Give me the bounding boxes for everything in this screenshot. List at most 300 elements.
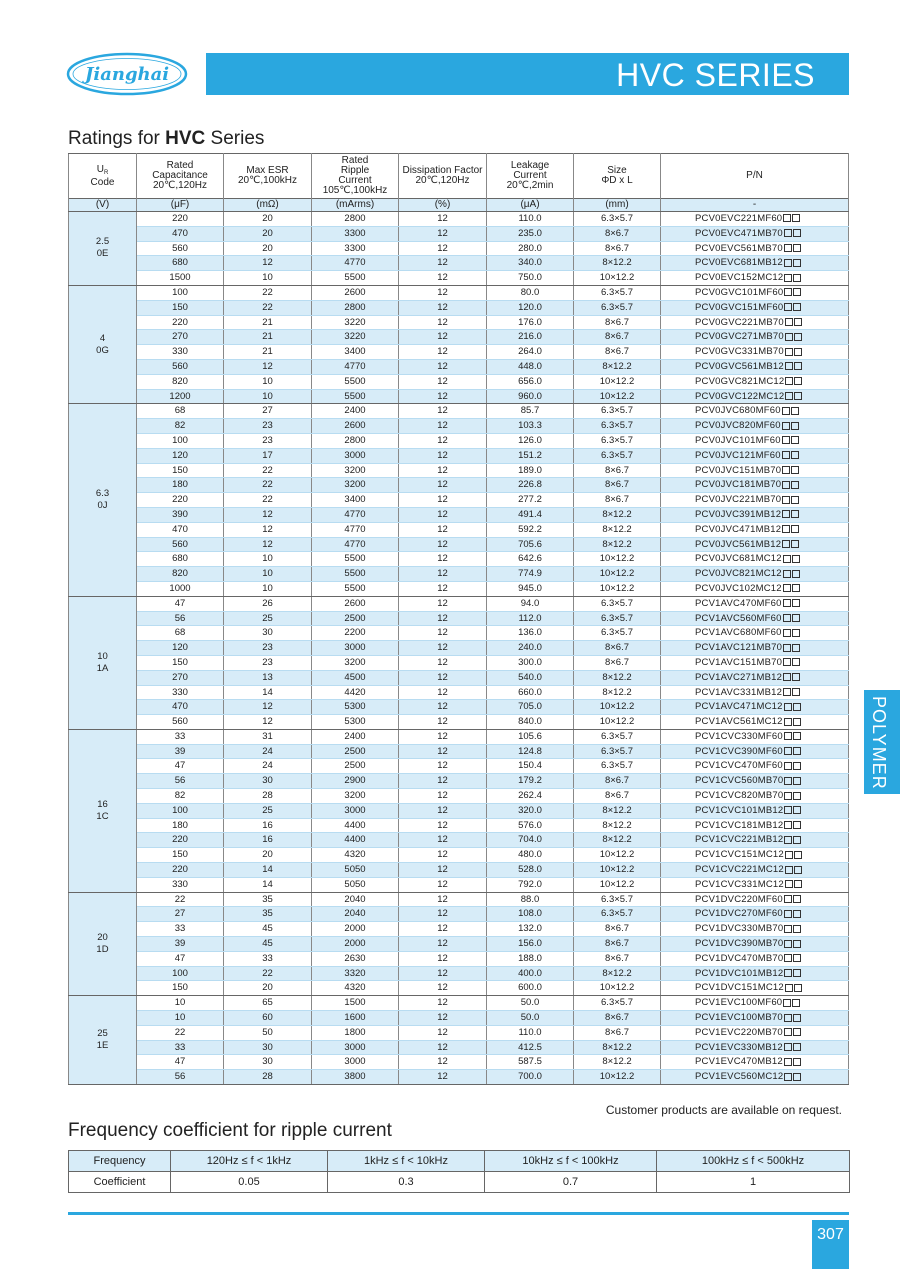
frequency-title: Frequency coefficient for ripple current [68,1120,392,1141]
capacitance-value: 33 [174,730,186,742]
part-number-value: PCV1CVC330MF60 [695,730,783,742]
ripple-current-cell [312,330,399,345]
esr-value: 22 [262,464,273,476]
part-number-value: PCV1DVC330MB70 [695,923,784,935]
capacitance-cell [137,729,224,744]
part-number-cell [661,300,849,315]
esr-value: 12 [262,716,273,728]
ripple-current-value: 3200 [344,790,366,802]
esr-value: 20 [262,213,273,224]
size-cell [574,1040,661,1055]
size-value: 6.3×5.7 [601,745,633,757]
leakage-current-cell [487,848,574,863]
leakage-current-cell [487,981,574,996]
part-number-value: PCV1DVC470MB70 [695,952,784,964]
leakage-current-cell [487,226,574,241]
capacitance-value: 560 [172,538,188,550]
capacitance-cell [137,226,224,241]
placeholder-box-icon [784,229,792,237]
capacitance-value: 150 [172,982,188,994]
ripple-current-cell [312,300,399,315]
voltage-code-cell [69,212,137,286]
size-cell [574,345,661,360]
esr-cell [224,463,312,478]
size-cell [574,448,661,463]
table-row [69,315,849,330]
size-cell [574,922,661,937]
dissipation-factor-value: 12 [437,523,448,535]
placeholder-box-icon [794,866,802,874]
size-value: 8×6.7 [604,227,630,239]
leakage-current-value: 656.0 [518,375,542,387]
part-number-value: PCV0GVC331MB70 [695,346,784,358]
dissipation-factor-cell [399,507,487,522]
part-number-cell [661,552,849,567]
ripple-current-value: 5500 [344,568,366,580]
esr-cell [224,685,312,700]
dissipation-factor-value: 12 [437,967,448,979]
esr-value: 22 [262,494,273,506]
dissipation-factor-value: 12 [437,790,448,802]
part-number-value: PCV0JVC221MB70 [695,494,782,506]
placeholder-box-icon [783,614,791,622]
placeholder-box-icon [783,658,791,666]
capacitance-value: 82 [174,790,186,802]
esr-value: 45 [262,938,273,950]
leakage-current-value: 179.2 [518,775,542,787]
table-row [69,892,849,907]
part-number-cell [661,996,849,1011]
placeholder-box-icon [793,259,801,267]
esr-value: 65 [262,997,273,1009]
dissipation-factor-cell [399,567,487,582]
placeholder-box-icon [791,540,799,548]
capacitance-cell [137,463,224,478]
capacitance-cell [137,241,224,256]
placeholder-box-icon [784,821,792,829]
esr-value: 23 [262,420,273,432]
size-cell [574,981,661,996]
leakage-current-value: 235.0 [518,227,542,239]
capacitance-cell [137,907,224,922]
capacitance-value: 820 [172,568,188,580]
part-number-value: PCV1AVC271MB12 [695,671,783,683]
esr-cell [224,300,312,315]
placeholder-box-icon [785,318,793,326]
esr-cell [224,493,312,508]
part-number-cell [661,463,849,478]
leakage-current-value: 277.2 [518,494,542,506]
voltage-code-cell [69,892,137,996]
placeholder-box-icon [793,747,801,755]
ripple-current-cell [312,581,399,596]
ripple-current-cell [312,241,399,256]
leakage-current-value: 705.0 [518,701,542,713]
esr-cell [224,670,312,685]
leakage-current-value: 85.7 [520,405,540,417]
esr-cell [224,241,312,256]
ripple-current-cell [312,848,399,863]
dissipation-factor-cell [399,626,487,641]
size-cell [574,1055,661,1070]
placeholder-box-icon [791,510,799,518]
part-number-cell [661,833,849,848]
esr-value: 21 [262,316,273,328]
table-row [69,493,849,508]
table-row [69,1025,849,1040]
esr-cell [224,922,312,937]
dissipation-factor-value: 12 [437,982,448,994]
esr-value: 50 [262,1026,273,1038]
size-value: 10×12.2 [599,849,635,861]
part-number-value: PCV0EVC561MB70 [695,242,783,254]
esr-cell [224,1011,312,1026]
esr-value: 14 [262,686,273,698]
ripple-current-cell [312,256,399,271]
capacitance-cell [137,966,224,981]
esr-value: 14 [262,864,273,876]
capacitance-cell [137,877,224,892]
frequency-label: Frequency [69,1151,171,1172]
table-row [69,803,849,818]
part-number-cell [661,212,849,227]
table-row [69,596,849,611]
part-number-cell [661,907,849,922]
ripple-current-cell [312,552,399,567]
capacitance-cell [137,789,224,804]
part-number-cell [661,789,849,804]
dissipation-factor-cell [399,448,487,463]
capacitance-cell [137,981,224,996]
placeholder-box-icon [784,762,792,770]
leakage-current-value: 750.0 [518,272,542,284]
ripple-current-cell [312,626,399,641]
rated-voltage: 4 [99,332,106,344]
capacitance-cell [137,537,224,552]
part-number-cell [661,256,849,271]
placeholder-box-icon [792,644,800,652]
capacitance-value: 56 [174,612,186,624]
capacitance-cell [137,374,224,389]
size-value: 6.3×5.7 [601,597,633,609]
table-row [69,419,849,434]
esr-value: 16 [262,834,273,846]
part-number-cell [661,922,849,937]
leakage-current-cell [487,700,574,715]
esr-value: 10 [262,582,273,594]
dissipation-factor-value: 12 [437,494,448,506]
capacitance-cell [137,596,224,611]
size-value: 8×6.7 [604,346,630,358]
size-cell [574,552,661,567]
size-value: 6.3×5.7 [601,420,633,432]
placeholder-box-icon [785,851,793,859]
part-number-cell [661,330,849,345]
size-cell [574,641,661,656]
size-value: 8×6.7 [604,494,630,506]
placeholder-box-icon [783,644,791,652]
capacitance-value: 10 [174,997,186,1009]
ripple-current-value: 3220 [344,316,366,328]
esr-cell [224,1055,312,1070]
dissipation-factor-cell [399,789,487,804]
size-cell [574,581,661,596]
part-number-value: PCV0EVC152MC12 [695,272,784,284]
esr-cell [224,877,312,892]
dissipation-factor-cell [399,833,487,848]
leakage-current-value: 156.0 [518,938,542,950]
ripple-current-value: 5500 [344,272,366,284]
leakage-current-cell [487,522,574,537]
capacitance-cell [137,937,224,952]
leakage-current-value: 264.0 [518,346,542,358]
size-value: 8×6.7 [604,316,630,328]
size-value: 10×12.2 [599,553,635,565]
ratings-title: Ratings for HVC Series [68,128,265,149]
part-number-cell [661,892,849,907]
ripple-current-cell [312,863,399,878]
dissipation-factor-value: 12 [437,730,448,742]
size-value: 8×6.7 [604,952,630,964]
leakage-current-value: 576.0 [518,819,542,831]
dissipation-factor-value: 12 [437,420,448,432]
leakage-current-value: 105.6 [518,730,542,742]
esr-value: 28 [262,790,273,802]
ripple-current-value: 5300 [344,701,366,713]
ripple-current-cell [312,389,399,404]
dissipation-factor-value: 12 [437,242,448,254]
capacitance-value: 470 [172,227,188,239]
ripple-current-cell [312,641,399,656]
capacitance-cell [137,700,224,715]
dissipation-factor-value: 12 [437,360,448,372]
table-row [69,478,849,493]
dissipation-factor-cell [399,951,487,966]
placeholder-box-icon [783,214,791,222]
ripple-current-cell [312,419,399,434]
voltage-code: 0J [97,500,108,512]
placeholder-box-icon [784,1073,792,1081]
capacitance-value: 33 [174,1041,186,1053]
ripple-current-value: 4320 [344,849,366,861]
table-row [69,981,849,996]
esr-cell [224,256,312,271]
voltage-code-cell [69,285,137,403]
part-number-value: PCV1DVC101MB12 [695,967,784,979]
esr-value: 10 [262,553,273,565]
esr-value: 30 [262,1056,273,1068]
leakage-current-cell [487,892,574,907]
part-number-cell [661,863,849,878]
leakage-current-cell [487,537,574,552]
placeholder-box-icon [783,673,791,681]
esr-cell [224,818,312,833]
ripple-current-value: 5300 [344,716,366,728]
capacitance-cell [137,493,224,508]
esr-value: 16 [262,819,273,831]
ripple-current-value: 2400 [344,730,366,742]
size-cell [574,907,661,922]
dissipation-factor-cell [399,271,487,286]
table-row [69,907,849,922]
capacitance-value: 47 [174,760,186,772]
part-number-value: PCV1CVC221MC12 [695,864,784,876]
capacitance-value: 150 [172,301,188,313]
part-number-cell [661,345,849,360]
esr-cell [224,330,312,345]
esr-value: 10 [262,375,273,387]
dissipation-factor-cell [399,315,487,330]
esr-cell [224,581,312,596]
placeholder-box-icon [793,762,801,770]
placeholder-box-icon [793,836,801,844]
ripple-current-cell [312,996,399,1011]
part-number-cell [661,493,849,508]
part-number-cell [661,478,849,493]
size-value: 8×6.7 [604,790,630,802]
ripple-current-value: 5050 [344,864,366,876]
size-value: 8×6.7 [604,938,630,950]
ripple-current-value: 4400 [344,834,366,846]
dissipation-factor-cell [399,996,487,1011]
part-number-value: PCV1AVC560MF60 [695,612,782,624]
leakage-current-value: 480.0 [518,849,542,861]
leakage-current-cell [487,907,574,922]
part-number-cell [661,285,849,300]
placeholder-box-icon [784,954,792,962]
capacitance-cell [137,1011,224,1026]
part-number-cell [661,966,849,981]
part-number-cell [661,1055,849,1070]
ripple-current-cell [312,1055,399,1070]
part-number-cell [661,374,849,389]
capacitance-cell [137,1025,224,1040]
esr-cell [224,700,312,715]
part-number-value: PCV0JVC391MB12 [695,508,782,520]
size-cell [574,715,661,730]
ripple-current-value: 4500 [344,671,366,683]
esr-cell [224,641,312,656]
ripple-current-value: 1600 [344,1012,366,1024]
part-number-cell [661,951,849,966]
esr-cell [224,981,312,996]
capacitance-value: 220 [172,864,188,876]
size-value: 8×6.7 [604,479,630,491]
leakage-current-cell [487,670,574,685]
leakage-current-cell [487,863,574,878]
voltage-code-cell [69,729,137,892]
leakage-current-value: 600.0 [518,982,542,994]
placeholder-box-icon [783,688,791,696]
leakage-current-value: 126.0 [518,434,542,446]
dissipation-factor-value: 12 [437,227,448,239]
size-value: 10×12.2 [599,716,635,728]
size-cell [574,892,661,907]
size-value: 8×12.2 [602,538,632,550]
dissipation-factor-value: 12 [437,301,448,313]
capacitance-value: 68 [174,627,186,639]
dissipation-factor-value: 12 [437,1041,448,1053]
dissipation-factor-value: 12 [437,582,448,594]
capacitance-value: 330 [172,686,188,698]
dissipation-factor-value: 12 [437,745,448,757]
leakage-current-cell [487,389,574,404]
capacitance-value: 820 [172,375,188,387]
esr-value: 22 [262,967,273,979]
rated-voltage: 16 [97,798,108,810]
leakage-current-cell [487,345,574,360]
ripple-current-value: 4420 [344,686,366,698]
ripple-current-value: 3300 [344,227,366,239]
capacitance-value: 470 [172,701,188,713]
size-value: 8×12.2 [602,1056,632,1068]
footer-divider [68,1212,849,1215]
size-cell [574,774,661,789]
col-size: Size ΦD x L [574,154,661,199]
frequency-range: 1kHz ≤ f < 10kHz [328,1151,485,1172]
leakage-current-cell [487,1025,574,1040]
part-number-cell [661,522,849,537]
esr-cell [224,212,312,227]
placeholder-box-icon [784,792,792,800]
table-row [69,685,849,700]
esr-value: 20 [262,982,273,994]
placeholder-box-icon [783,999,791,1007]
ripple-current-value: 2600 [344,286,366,298]
ripple-current-value: 5500 [344,390,366,402]
table-row [69,404,849,419]
leakage-current-cell [487,212,574,227]
ripple-current-cell [312,212,399,227]
ripple-current-cell [312,670,399,685]
esr-cell [224,833,312,848]
size-value: 10×12.2 [599,982,635,994]
dissipation-factor-cell [399,256,487,271]
ripple-current-value: 2630 [344,952,366,964]
part-number-cell [661,937,849,952]
ripple-current-value: 3000 [344,804,366,816]
unit-cell: (mΩ) [224,199,312,212]
dissipation-factor-value: 12 [437,938,448,950]
col-pn: P/N [661,154,849,199]
ripple-current-cell [312,1011,399,1026]
part-number-value: PCV0GVC271MB70 [695,331,784,343]
dissipation-factor-cell [399,1025,487,1040]
ripple-current-cell [312,729,399,744]
capacitance-value: 180 [172,479,188,491]
dissipation-factor-value: 12 [437,686,448,698]
ripple-current-value: 4320 [344,982,366,994]
size-value: 6.3×5.7 [601,612,633,624]
dissipation-factor-value: 12 [437,819,448,831]
placeholder-box-icon [793,777,801,785]
dissipation-factor-cell [399,478,487,493]
ripple-current-value: 2600 [344,597,366,609]
placeholder-box-icon [784,303,792,311]
capacitance-value: 220 [172,494,188,506]
table-row [69,611,849,626]
dissipation-factor-value: 12 [437,716,448,728]
leakage-current-cell [487,729,574,744]
size-value: 8×6.7 [604,1026,630,1038]
size-cell [574,537,661,552]
dissipation-factor-cell [399,641,487,656]
part-number-value: PCV1AVC680MF60 [695,627,782,639]
size-value: 8×12.2 [602,1041,632,1053]
size-value: 6.3×5.7 [601,213,633,224]
part-number-cell [661,1040,849,1055]
capacitance-value: 100 [172,434,188,446]
